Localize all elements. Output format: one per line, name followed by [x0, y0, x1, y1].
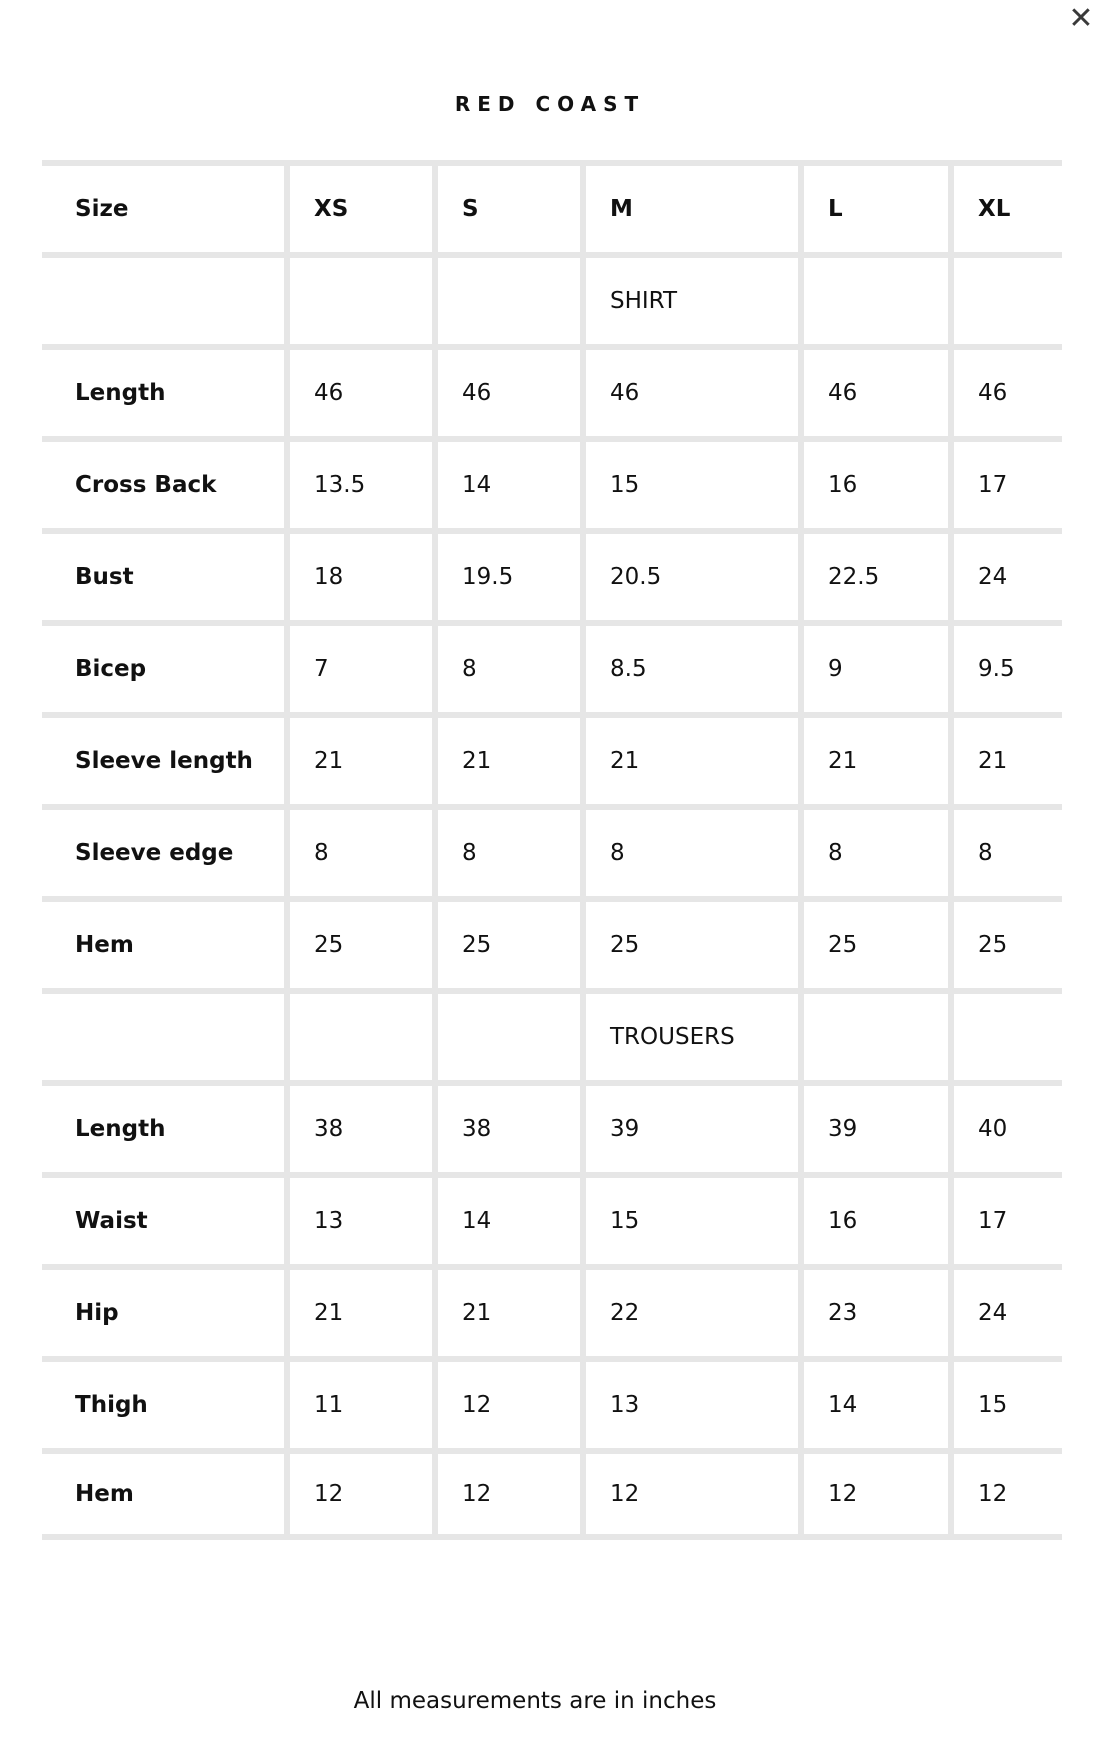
- measurement-cell: 23: [798, 1264, 948, 1356]
- empty-cell: [284, 252, 432, 344]
- size-chart-table: [42, 160, 1062, 1540]
- empty-cell: [42, 988, 284, 1080]
- empty-cell: [798, 988, 948, 1080]
- measurement-cell: 8: [432, 804, 580, 896]
- measurement-cell: 46: [948, 344, 1062, 436]
- measurement-cell: 21: [948, 712, 1062, 804]
- table-row: [42, 1172, 1062, 1264]
- measurement-cell: 39: [580, 1080, 798, 1172]
- measurement-cell: 13: [580, 1356, 798, 1448]
- table-row: [42, 1448, 1062, 1540]
- header-row: [42, 160, 1062, 252]
- measurement-cell: 13.5: [284, 436, 432, 528]
- row-label: Sleeve edge: [42, 804, 284, 896]
- row-label: Bust: [42, 528, 284, 620]
- empty-cell: [432, 252, 580, 344]
- close-icon[interactable]: ✕: [1068, 1, 1094, 36]
- section-label-shirt: SHIRT: [580, 252, 798, 344]
- row-label: Cross Back: [42, 436, 284, 528]
- table-row: [42, 1356, 1062, 1448]
- measurement-cell: 21: [580, 712, 798, 804]
- measurement-cell: 7: [284, 620, 432, 712]
- empty-cell: [798, 252, 948, 344]
- measurement-cell: 8.5: [580, 620, 798, 712]
- measurement-cell: 15: [580, 436, 798, 528]
- measurement-cell: 8: [284, 804, 432, 896]
- measurement-cell: 46: [798, 344, 948, 436]
- empty-cell: [42, 252, 284, 344]
- measurement-cell: 14: [798, 1356, 948, 1448]
- row-label: Length: [42, 344, 284, 436]
- measurement-cell: 13: [284, 1172, 432, 1264]
- row-label: Waist: [42, 1172, 284, 1264]
- measurement-cell: 15: [580, 1172, 798, 1264]
- measurement-cell: 19.5: [432, 528, 580, 620]
- row-label: Hem: [42, 1448, 284, 1540]
- table-row: [42, 712, 1062, 804]
- measurement-cell: 12: [432, 1448, 580, 1540]
- empty-cell: [432, 988, 580, 1080]
- measurement-cell: 46: [432, 344, 580, 436]
- measurement-cell: 21: [432, 1264, 580, 1356]
- measurement-cell: 21: [284, 1264, 432, 1356]
- header-m: M: [580, 160, 798, 252]
- header-l: L: [798, 160, 948, 252]
- measurement-cell: 17: [948, 1172, 1062, 1264]
- table-row: [42, 528, 1062, 620]
- measurement-cell: 25: [432, 896, 580, 988]
- measurement-cell: 25: [948, 896, 1062, 988]
- measurement-cell: 12: [580, 1448, 798, 1540]
- measurement-cell: 46: [580, 344, 798, 436]
- measurement-cell: 38: [284, 1080, 432, 1172]
- measurement-cell: 14: [432, 1172, 580, 1264]
- measurements-note: All measurements are in inches: [353, 1688, 717, 1714]
- header-xs: XS: [284, 160, 432, 252]
- section-row-trousers: [42, 988, 1062, 1080]
- table-row: [42, 804, 1062, 896]
- measurement-cell: 8: [798, 804, 948, 896]
- measurement-cell: 12: [284, 1448, 432, 1540]
- measurement-cell: 16: [798, 436, 948, 528]
- measurement-cell: 46: [284, 344, 432, 436]
- chart-title: RED COAST: [454, 92, 646, 116]
- table-row: [42, 1080, 1062, 1172]
- measurement-cell: 8: [432, 620, 580, 712]
- measurement-cell: 21: [798, 712, 948, 804]
- row-label: Hem: [42, 896, 284, 988]
- table-row: [42, 896, 1062, 988]
- measurement-cell: 40: [948, 1080, 1062, 1172]
- measurement-cell: 18: [284, 528, 432, 620]
- measurement-cell: 25: [580, 896, 798, 988]
- row-label: Length: [42, 1080, 284, 1172]
- row-label: Hip: [42, 1264, 284, 1356]
- measurement-cell: 22.5: [798, 528, 948, 620]
- measurement-cell: 21: [432, 712, 580, 804]
- section-label-trousers: TROUSERS: [580, 988, 798, 1080]
- measurement-cell: 9: [798, 620, 948, 712]
- measurement-cell: 17: [948, 436, 1062, 528]
- measurement-cell: 14: [432, 436, 580, 528]
- measurement-cell: 24: [948, 1264, 1062, 1356]
- measurement-cell: 12: [432, 1356, 580, 1448]
- measurement-cell: 12: [948, 1448, 1062, 1540]
- section-row-shirt: [42, 252, 1062, 344]
- table-row: [42, 620, 1062, 712]
- header-xl: XL: [948, 160, 1062, 252]
- row-label: Sleeve length: [42, 712, 284, 804]
- header-size: Size: [42, 160, 284, 252]
- measurement-cell: 8: [948, 804, 1062, 896]
- measurement-cell: 24: [948, 528, 1062, 620]
- measurement-cell: 16: [798, 1172, 948, 1264]
- measurement-cell: 38: [432, 1080, 580, 1172]
- measurement-cell: 20.5: [580, 528, 798, 620]
- measurement-cell: 39: [798, 1080, 948, 1172]
- empty-cell: [948, 988, 1062, 1080]
- table-row: [42, 344, 1062, 436]
- header-s: S: [432, 160, 580, 252]
- table-row: [42, 436, 1062, 528]
- measurement-cell: 22: [580, 1264, 798, 1356]
- measurement-cell: 11: [284, 1356, 432, 1448]
- row-label: Thigh: [42, 1356, 284, 1448]
- measurement-cell: 12: [798, 1448, 948, 1540]
- measurement-cell: 25: [284, 896, 432, 988]
- table-row: [42, 1264, 1062, 1356]
- empty-cell: [284, 988, 432, 1080]
- measurement-cell: 21: [284, 712, 432, 804]
- measurement-cell: 25: [798, 896, 948, 988]
- measurement-cell: 15: [948, 1356, 1062, 1448]
- measurement-cell: 9.5: [948, 620, 1062, 712]
- empty-cell: [948, 252, 1062, 344]
- measurement-cell: 8: [580, 804, 798, 896]
- row-label: Bicep: [42, 620, 284, 712]
